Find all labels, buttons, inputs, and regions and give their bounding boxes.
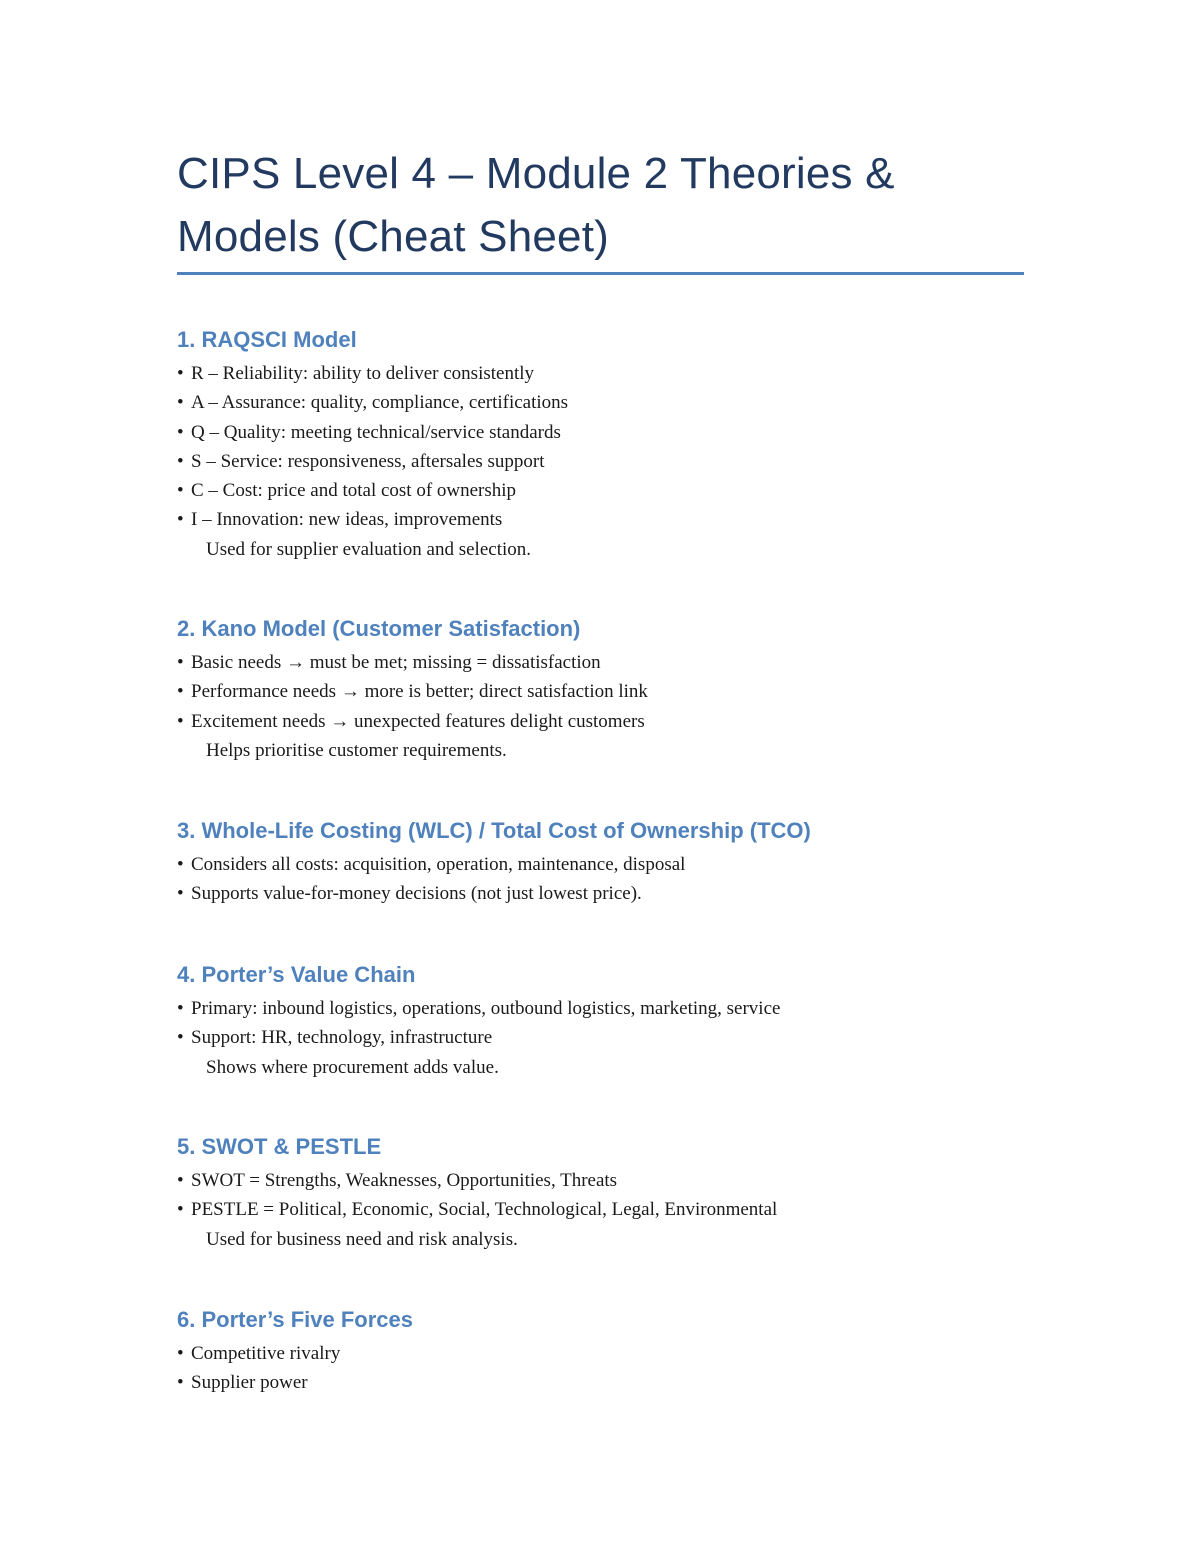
bullet-glyph: • <box>177 883 184 905</box>
section-kano-model <box>177 614 1077 765</box>
title-underline-rule <box>177 272 1024 275</box>
bullet-glyph: • <box>177 1343 184 1364</box>
bullet-item <box>177 677 1077 706</box>
bullet-text: C – Cost: price and total cost of ownership <box>191 480 517 502</box>
section-heading: 6. Porter’s Five Forces <box>177 1307 413 1332</box>
bullet-text: Basic needs → must be met; missing = dissatisfaction <box>191 652 601 673</box>
bullet-glyph: • <box>177 480 184 502</box>
bullet-item <box>177 648 1077 677</box>
bullet-text: Excitement needs → unexpected features delight customers <box>191 710 645 732</box>
document-title: CIPS Level 4 – Module 2 Theories & Models (Cheat Sheet) <box>177 149 895 261</box>
section-porters-five-forces <box>177 1305 1077 1398</box>
bullet-text: SWOT = Strengths, Weaknesses, Opportunities, Threats <box>191 1170 618 1191</box>
bullet-text: Competitive rivalry <box>191 1343 341 1364</box>
bullet-text: Performance needs → more is better; direct satisfaction link <box>191 681 648 703</box>
section-note: Used for supplier evaluation and selection. <box>206 538 532 560</box>
section-raqsci <box>177 325 1077 564</box>
bullet-item <box>177 879 1077 908</box>
section-note: Helps prioritise customer requirements. <box>206 739 507 761</box>
section-heading: 3. Whole-Life Costing (WLC) / Total Cost of Ownership (TCO) <box>177 818 811 843</box>
bullet-item <box>177 1339 1077 1368</box>
bullet-item <box>177 359 1077 388</box>
bullet-text: S – Service: responsiveness, aftersales support <box>191 450 545 472</box>
section-porters-value-chain <box>177 960 1077 1082</box>
bullet-item <box>177 1368 1077 1397</box>
bullet-item <box>177 1166 1077 1195</box>
bullet-text: Support: HR, technology, infrastructure <box>191 1027 493 1049</box>
bullet-glyph: • <box>177 1170 184 1191</box>
section-heading: 5. SWOT & PESTLE <box>177 1134 382 1159</box>
section-whole-life-costing <box>177 816 1077 909</box>
bullet-glyph: • <box>177 1372 184 1394</box>
bullet-item <box>177 707 1077 736</box>
section-note: Shows where procurement adds value. <box>206 1056 499 1078</box>
bullet-text: A – Assurance: quality, compliance, certifications <box>191 392 569 414</box>
bullet-glyph: • <box>177 1199 184 1221</box>
bullet-glyph: • <box>177 1027 184 1049</box>
bullet-glyph: • <box>177 710 184 732</box>
bullet-text: Supports value-for-money decisions (not just lowest price). <box>191 883 642 905</box>
section-heading: 1. RAQSCI Model <box>177 327 357 352</box>
section-heading: 2. Kano Model (Customer Satisfaction) <box>177 616 581 641</box>
bullet-glyph: • <box>177 509 184 531</box>
bullet-glyph: • <box>177 392 184 414</box>
section-heading: 4. Porter’s Value Chain <box>177 962 416 987</box>
bullet-glyph: • <box>177 998 184 1019</box>
section-swot-pestle <box>177 1132 1077 1254</box>
bullet-item <box>177 476 1077 505</box>
bullet-item <box>177 505 1077 534</box>
bullet-item <box>177 1023 1077 1052</box>
bullet-text: I – Innovation: new ideas, improvements <box>191 509 503 531</box>
bullet-item <box>177 1195 1077 1224</box>
bullet-glyph: • <box>177 450 184 472</box>
bullet-item <box>177 994 1077 1023</box>
bullet-glyph: • <box>177 681 184 703</box>
bullet-glyph: • <box>177 652 184 673</box>
bullet-item <box>177 418 1077 447</box>
bullet-item <box>177 850 1077 879</box>
bullet-text: Primary: inbound logistics, operations, outbound logistics, marketing, service <box>191 998 781 1019</box>
section-note: Used for business need and risk analysis. <box>206 1228 518 1250</box>
bullet-glyph: • <box>177 363 184 384</box>
bullet-text: PESTLE = Political, Economic, Social, Technological, Legal, Environmental <box>191 1199 778 1221</box>
bullet-text: R – Reliability: ability to deliver consistently <box>191 363 535 384</box>
bullet-text: Supplier power <box>191 1372 308 1394</box>
bullet-text: Considers all costs: acquisition, operation, maintenance, disposal <box>191 854 686 875</box>
bullet-glyph: • <box>177 854 184 875</box>
bullet-item <box>177 388 1077 417</box>
bullet-glyph: • <box>177 421 184 443</box>
bullet-text: Q – Quality: meeting technical/service standards <box>191 421 561 443</box>
bullet-item <box>177 447 1077 476</box>
